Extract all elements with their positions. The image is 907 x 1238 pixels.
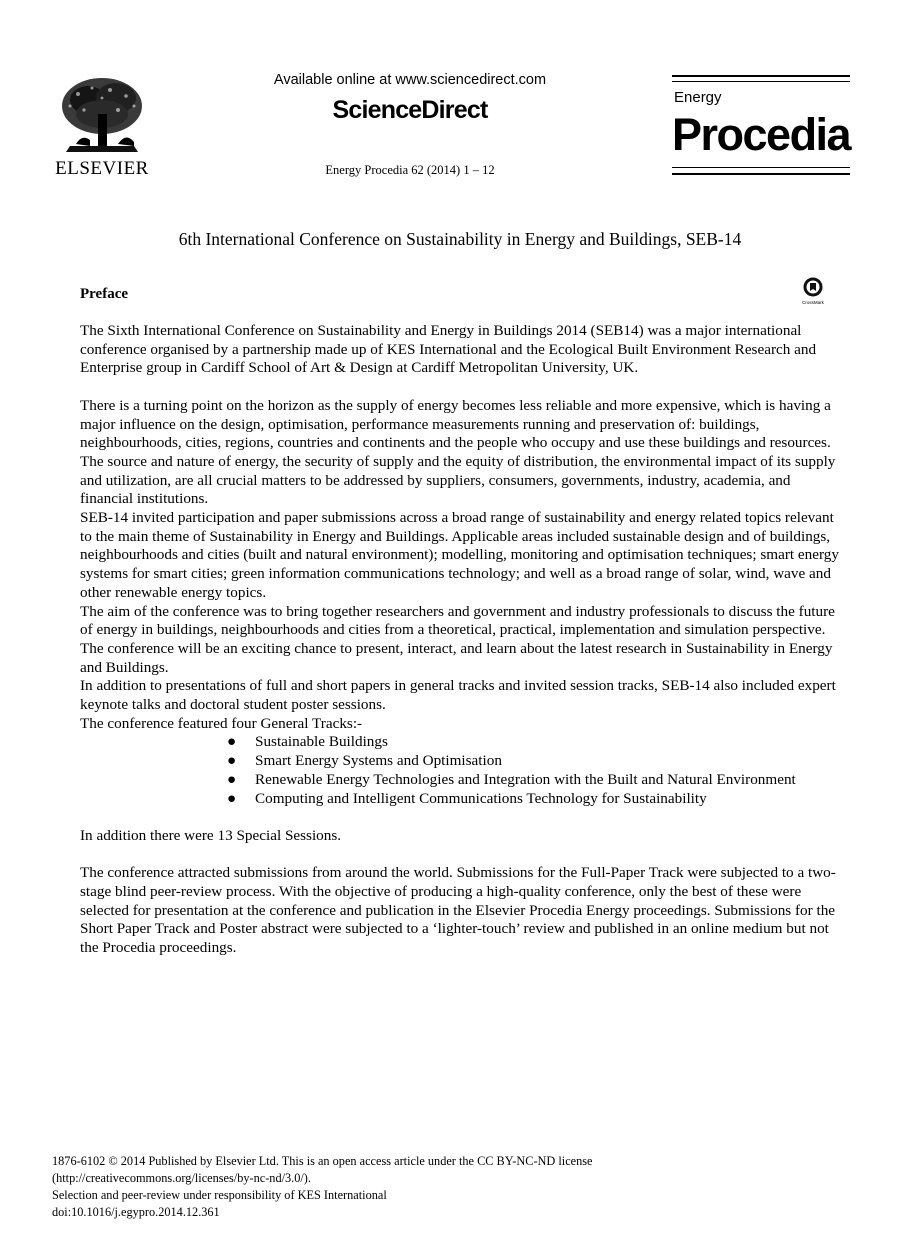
bullet: ● (227, 752, 237, 770)
doi-line[interactable]: doi:10.1016/j.egypro.2014.12.361 (52, 1205, 220, 1219)
body-paragraph: The Sixth International Conference on Sustainability and Energy in Buildings 2014 (SEB14) was a major international conference organised by a partnership made up of KES International and the Ecological Built Environment Research and Enterprise group in Cardiff School of Art & Design at Cardiff Metropolitan University, UK. (80, 322, 817, 377)
body-paragraph: In addition to presentations of full and short papers in general tracks and invited session tracks, SEB-14 also included expert keynote talks and doctoral student poster sessions. (80, 677, 836, 714)
peer-review-line: Selection and peer-review under responsibility of KES International (52, 1188, 387, 1202)
list-item (80, 733, 840, 752)
article-body (80, 322, 840, 958)
general-tracks-list (80, 733, 840, 808)
conference-title: 6th International Conference on Sustainability in Energy and Buildings, SEB-14 (178, 229, 742, 249)
list-item (80, 752, 840, 771)
bullet: ● (227, 770, 237, 788)
crossmark-label: CrossMark (802, 300, 824, 305)
elsevier-logo (52, 74, 152, 180)
elsevier-wordmark: ELSEVIER (55, 158, 149, 179)
logo-procedia-word: Procedia (672, 109, 851, 160)
logo-rule (672, 173, 850, 175)
body-paragraph: The aim of the conference was to bring together researchers and government and industry professionals to discuss the future of energy in buildings, neighbourhoods and cities from a theoretical, practical, implementation and simulation perspective. The conference will be an exciting chance to present, interact, and learn about the latest research in Sustainability in Energy and Buildings. (80, 602, 835, 676)
logo-rule (672, 81, 850, 82)
copyright-line: 1876-6102 © 2014 Published by Elsevier Ltd. This is an open access article under the CC BY-NC-ND license (52, 1154, 593, 1168)
track-label: Smart Energy Systems and Optimisation (255, 752, 502, 770)
track-label: Renewable Energy Technologies and Integration with the Built and Natural Environment (255, 770, 796, 788)
body-paragraph: In addition there were 13 Special Sessions. (80, 826, 342, 844)
paragraph-gap (80, 846, 840, 865)
page-footer (52, 1153, 852, 1221)
body-paragraph: The conference featured four General Tracks:- (80, 714, 363, 732)
section-heading: Preface (80, 286, 129, 302)
logo-energy-word: Energy (674, 89, 722, 106)
track-label: Computing and Intelligent Communications Technology for Sustainability (255, 789, 707, 807)
paragraph-gap (80, 378, 840, 397)
elsevier-tree-icon (58, 74, 146, 156)
body-paragraph: SEB-14 invited participation and paper submissions across a broad range of sustainability and energy related topics relevant to the main theme of Sustainability in Energy and Buildings. Applicable areas included sustainable design and of buildings, neighbourhoods and cities (built and natural environment); modelling, monitoring and optimisation techniques; smart energy systems for smart cities; green information communications technology; and well as a broad range of solar, wind, wave and other renewable energy topics. (80, 509, 839, 601)
list-item (80, 790, 840, 809)
sciencedirect-logo: ScienceDirect (332, 96, 488, 124)
paragraph-gap (80, 808, 840, 827)
bullet: ● (227, 733, 237, 751)
body-paragraph: The conference attracted submissions from around the world. Submissions for the Full-Paper Track were subjected to a two-stage blind peer-review process. With the objective of producing a high-quality conference, only the best of these were selected for presentation at the conference and publication in the Elsevier Procedia Energy proceedings. Submissions for the Short Paper Track and Poster abstract were subjected to a ‘lighter-touch’ review and published in an online medium but not the Procedia proceedings. (80, 864, 836, 957)
available-online-text: Available online at www.sciencedirect.com (273, 72, 547, 88)
crossmark-icon[interactable] (798, 276, 828, 306)
journal-reference: Energy Procedia 62 (2014) 1 – 12 (325, 163, 495, 177)
logo-rule (672, 167, 850, 168)
energy-procedia-logo (672, 74, 852, 178)
bullet: ● (227, 789, 237, 807)
body-paragraph: There is a turning point on the horizon as the supply of energy becomes less reliable and more expensive, which is having a major influence on the design, optimisation, performance measurements running and preservation of: buildings, neighbourhoods, cities, regions, countries and continents and the people who occupy and use these buildings and resources. The source and nature of energy, the security of supply and the equity of distribution, the environmental impact of its supply and utilization, are all crucial matters to be addressed by suppliers, consumers, governments, industry, academia, and financial institutions. (80, 396, 836, 508)
track-label: Sustainable Buildings (255, 733, 388, 751)
list-item (80, 771, 840, 790)
license-link[interactable]: (http://creativecommons.org/licenses/by-nc-nd/3.0/). (52, 1171, 311, 1185)
logo-rule (672, 75, 850, 77)
